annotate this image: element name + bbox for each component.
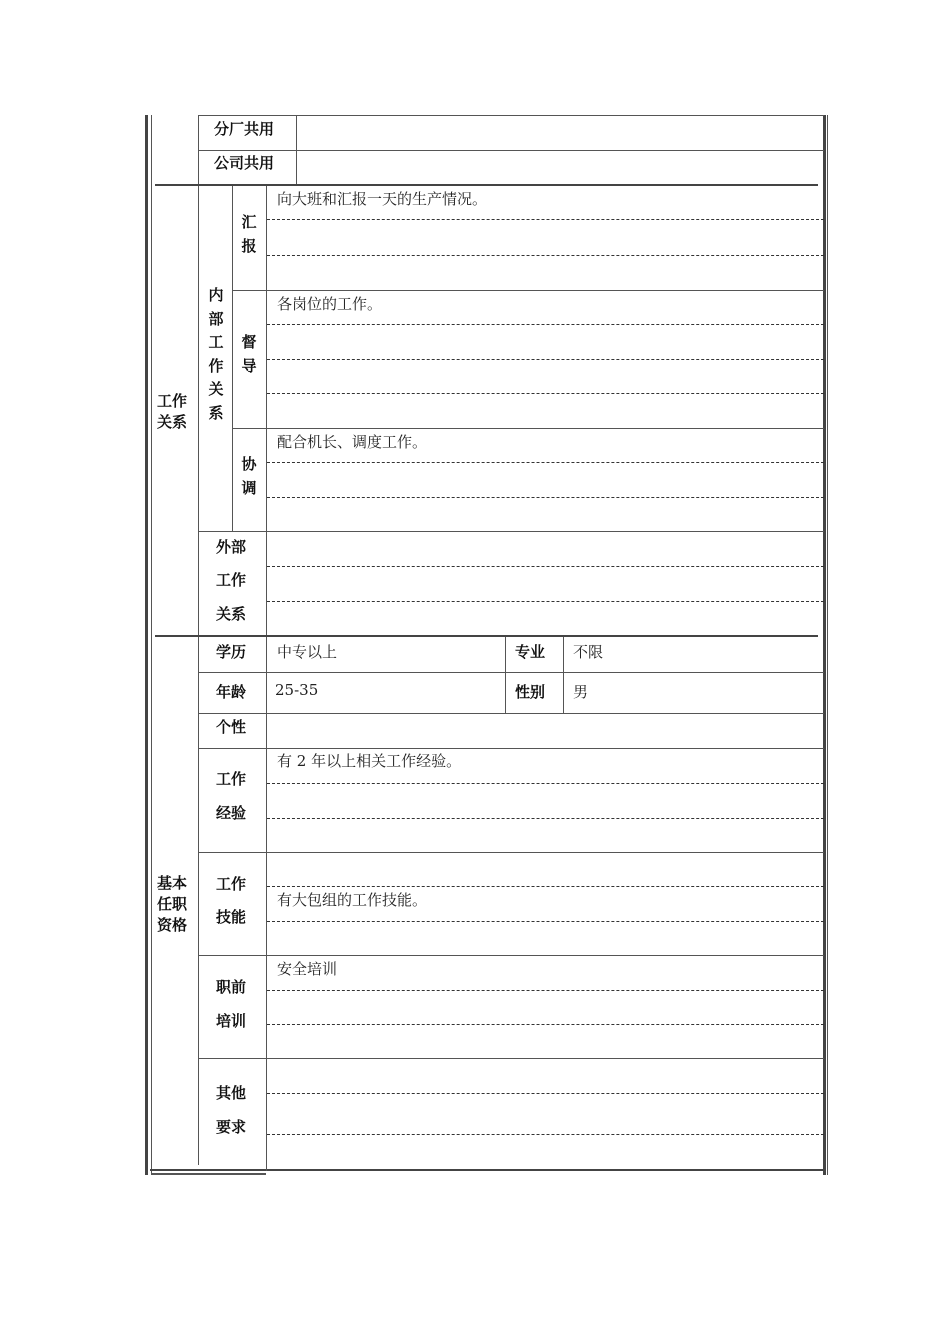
- outer-left-border-inner: [151, 115, 152, 1175]
- supervise-label: 督导: [241, 333, 257, 375]
- bottom-border-stub: [152, 1173, 266, 1175]
- external-relations-label-2: 工作: [216, 571, 247, 589]
- section-line-work-relations: [155, 184, 818, 186]
- training-value: 安全培训: [277, 960, 338, 978]
- dashed-line: [267, 219, 824, 220]
- external-relations-label-3: 关系: [216, 605, 247, 623]
- dashed-line: [267, 393, 824, 394]
- qualifications-section-label: 基本任职资格: [156, 874, 187, 934]
- age-label: 年龄: [216, 683, 247, 701]
- training-label-1: 职前: [216, 978, 247, 996]
- gender-value: 男: [573, 683, 589, 701]
- col-line-label: [198, 115, 199, 1165]
- dashed-line: [267, 1093, 824, 1094]
- dashed-line: [267, 601, 824, 602]
- row-line-education: [198, 672, 824, 673]
- dashed-line: [267, 1134, 824, 1135]
- row-line-1: [198, 150, 824, 151]
- row-line-skills: [198, 955, 824, 956]
- supervise-text: 各岗位的工作。: [277, 295, 383, 313]
- internal-relations-label: 内部工作关系: [208, 286, 224, 422]
- coordinate-text: 配合机长、调度工作。: [277, 433, 428, 451]
- experience-value: 有 2 年以上相关工作经验。: [277, 752, 462, 770]
- dashed-line: [267, 462, 824, 463]
- dashed-line: [267, 324, 824, 325]
- education-value: 中专以上: [277, 643, 338, 661]
- dashed-line: [267, 359, 824, 360]
- major-label: 专业: [515, 643, 546, 661]
- col-line-major-value: [563, 636, 564, 713]
- gender-label: 性别: [515, 683, 546, 701]
- other-requirements-label-2: 要求: [216, 1118, 247, 1136]
- external-relations-label-1: 外部: [216, 538, 247, 556]
- dashed-line: [267, 990, 824, 991]
- dashed-line: [267, 1024, 824, 1025]
- dashed-line: [267, 497, 824, 498]
- col-line-major: [505, 636, 506, 713]
- outer-left-border: [145, 115, 148, 1175]
- company-shared-label: 公司共用: [214, 154, 275, 172]
- dashed-line: [267, 886, 824, 887]
- row-line-coordinate: [198, 531, 824, 532]
- dashed-line: [267, 255, 824, 256]
- age-value: 25-35: [275, 681, 319, 699]
- dashed-line: [267, 921, 824, 922]
- training-label-2: 培训: [216, 1012, 247, 1030]
- skills-label-2: 技能: [216, 908, 247, 926]
- personality-label: 个性: [216, 718, 247, 736]
- outer-right-border-outer: [827, 115, 828, 1175]
- row-line-experience: [198, 852, 824, 853]
- skills-value: 有大包组的工作技能。: [277, 891, 428, 909]
- dashed-line: [267, 818, 824, 819]
- bottom-border: [150, 1169, 826, 1171]
- section-line-qualifications: [155, 635, 818, 637]
- branch-shared-label: 分厂共用: [214, 120, 275, 138]
- row-line-training: [198, 1058, 824, 1059]
- row-line-supervise: [233, 428, 824, 429]
- experience-label-2: 经验: [216, 804, 247, 822]
- report-label: 汇报: [241, 213, 257, 255]
- experience-label-1: 工作: [216, 770, 247, 788]
- top-border: [198, 115, 824, 116]
- major-value: 不限: [573, 643, 604, 661]
- row-line-personality: [198, 748, 824, 749]
- dashed-line: [267, 566, 824, 567]
- outer-right-border: [823, 115, 826, 1175]
- skills-label-1: 工作: [216, 875, 247, 893]
- other-requirements-label-1: 其他: [216, 1084, 247, 1102]
- education-label: 学历: [216, 643, 247, 661]
- row-line-age: [198, 713, 824, 714]
- work-relations-section-label: 工作关系: [156, 392, 187, 431]
- dashed-line: [267, 783, 824, 784]
- row-line-report: [233, 290, 824, 291]
- coordinate-label: 协调: [241, 455, 257, 497]
- report-text: 向大班和汇报一天的生产情况。: [277, 190, 488, 208]
- col-line-internal: [232, 186, 233, 531]
